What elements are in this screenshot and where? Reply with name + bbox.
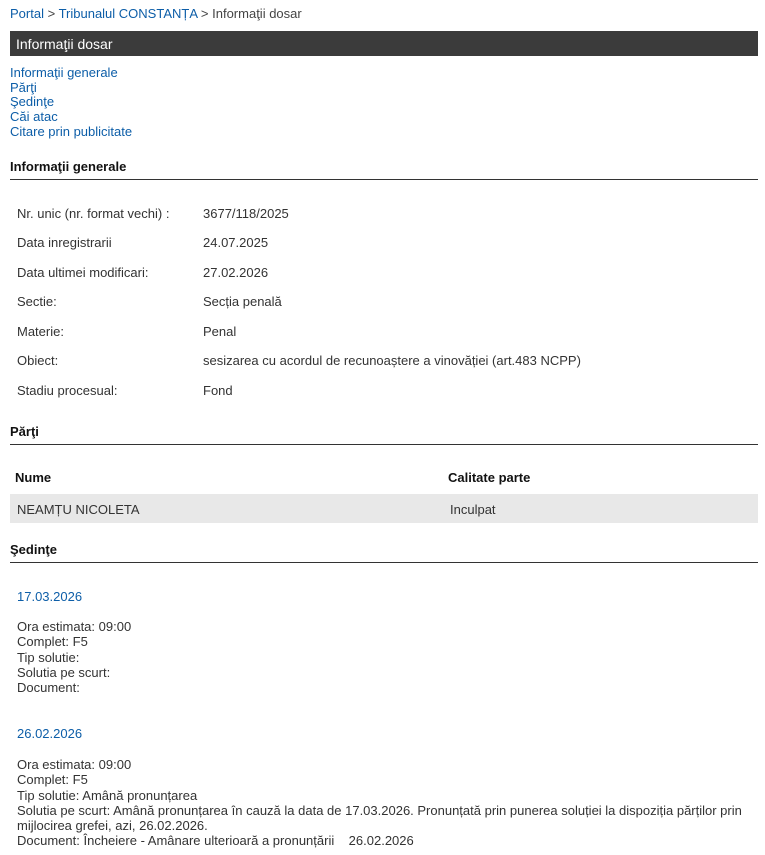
info-label: Data inregistrarii <box>17 235 112 250</box>
section-heading-parti: Părţi <box>10 424 758 445</box>
sedinta-complet: Complet: F5 <box>17 634 88 650</box>
sedinta-date: 17.03.2026 <box>17 589 83 604</box>
info-label: Data ultimei modificari: <box>17 265 149 280</box>
breadcrumb-separator: > <box>200 6 209 21</box>
table-row <box>10 494 758 523</box>
section-heading-general: Informaţii generale <box>10 159 758 180</box>
info-label: Obiect: <box>17 353 59 368</box>
quicklink-sedinte[interactable]: Şedinţe <box>10 94 55 110</box>
sedinta-details <box>17 619 757 695</box>
info-label: Nr. unic (nr. format vechi) : <box>17 206 170 221</box>
table-cell-calitate: Inculpat <box>450 502 496 517</box>
section-quick-links <box>10 66 132 140</box>
table-cell-nume: NEAMȚU NICOLETA <box>17 502 140 517</box>
sedinta-tip-solutie: Tip solutie: <box>17 649 80 665</box>
page-title-bar <box>10 31 758 56</box>
breadcrumb-court-link[interactable]: Tribunalul CONSTANȚA <box>58 6 198 21</box>
sedinta-details <box>17 757 757 849</box>
sedinta-solutia-pe-scurt: Solutia pe scurt: <box>17 664 111 680</box>
sedinta-ora: Ora estimata: 09:00 <box>17 619 132 634</box>
sedinta-document: Document: Încheiere - Amânare ulterioară a pronunțării 26.02.2026 <box>17 833 414 849</box>
info-value: sesizarea cu acordul de recunoaștere a vinovăției (art.483 NCPP) <box>203 353 581 368</box>
info-value: 3677/118/2025 <box>203 206 289 221</box>
section-heading-sedinte: Şedinţe <box>10 542 758 563</box>
info-label: Stadiu procesual: <box>17 383 118 398</box>
breadcrumb <box>10 6 302 21</box>
sedinta-date: 26.02.2026 <box>17 726 83 741</box>
page-title: Informaţii dosar <box>16 36 113 52</box>
info-value: 24.07.2025 <box>203 235 269 250</box>
info-value: Fond <box>203 383 233 398</box>
quicklink-general[interactable]: Informaţii generale <box>10 65 118 80</box>
breadcrumb-separator: > <box>47 6 56 21</box>
quicklink-citare[interactable]: Citare prin publicitate <box>10 123 133 139</box>
quicklink-parti[interactable]: Părţi <box>10 79 37 95</box>
sedinta-solutia-pe-scurt: Solutia pe scurt: Amână pronunțarea în cauză la data de 17.03.2026. Pronunțată prin punerea soluției la dispoziția părților prin mijlocirea grefei, azi, 26.02.2026. <box>17 802 742 834</box>
quicklink-cai-atac[interactable]: Căi atac <box>10 109 58 125</box>
sedinta-tip-solutie: Tip solutie: Amână pronunțarea <box>17 787 198 803</box>
breadcrumb-current: Informaţii dosar <box>212 6 302 21</box>
column-header-calitate: Calitate parte <box>448 470 531 485</box>
breadcrumb-portal-link[interactable]: Portal <box>10 6 44 21</box>
info-label: Materie: <box>17 324 64 339</box>
column-header-nume: Nume <box>15 470 52 485</box>
info-value: 27.02.2026 <box>203 265 269 280</box>
info-label: Sectie: <box>17 294 57 309</box>
sedinta-ora: Ora estimata: 09:00 <box>17 757 132 772</box>
sedinta-complet: Complet: F5 <box>17 772 88 788</box>
parti-table-header <box>10 464 758 490</box>
info-value: Penal <box>203 324 237 339</box>
sedinta-document: Document: <box>17 680 80 696</box>
info-value: Secția penală <box>203 294 282 309</box>
